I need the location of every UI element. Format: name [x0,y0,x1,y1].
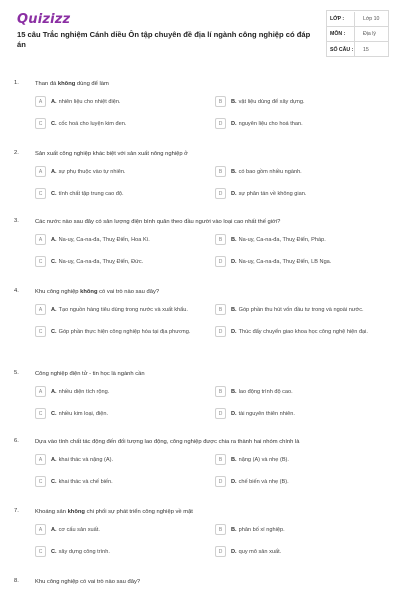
option-b[interactable] [215,304,389,315]
question-number: 1. [14,80,19,86]
option-text: cốc hoá cho luyện kim đen. [58,121,127,127]
option-d[interactable] [215,326,389,337]
option-d[interactable] [215,256,389,267]
question-number: 7. [14,508,19,514]
option-label: B. [231,99,237,105]
question-text-part: dùng để làm [75,81,109,87]
question-emphasis: không [80,289,98,295]
question-emphasis: không [67,509,85,515]
option-text: nhiên liệu cho nhiệt điện. [58,99,121,105]
option-letter-box[interactable]: D [215,408,226,419]
option-label: C. [51,329,57,335]
option-label: D. [231,479,237,485]
option-label: A. [51,169,57,175]
option-label: B. [231,307,237,313]
option-text: Tạo nguồn hàng tiêu dùng trong nước và xuất khẩu. [58,307,188,313]
option-label: D. [231,549,237,555]
option-letter-box[interactable]: C [35,256,46,267]
option-text: nặng (A) và nhẹ (B). [238,457,289,463]
meta-row-subject [326,27,389,42]
option-text: tính chất tập trung cao độ. [58,191,124,197]
question-number: 3. [14,218,19,224]
question-text-part: Các nước nào sau đây có sản lượng điện bình quân theo đầu người vào loại cao nhất thế giới? [35,219,281,225]
meta-value: Địa lý [354,27,389,41]
option-c[interactable] [35,408,209,419]
option-letter-box[interactable]: B [215,454,226,465]
question-text [35,578,385,586]
option-letter-box[interactable]: D [215,476,226,487]
option-letter-box[interactable]: A [35,234,46,245]
option-text: sự phụ thuộc vào tự nhiên. [58,169,126,175]
option-letter-box[interactable]: B [215,234,226,245]
option-a[interactable] [35,234,209,245]
option-label: C. [51,549,57,555]
option-c[interactable] [35,476,209,487]
option-letter-box[interactable]: B [215,166,226,177]
option-text: xây dựng công trình. [58,549,110,555]
option-letter-box[interactable]: A [35,166,46,177]
option-letter-box[interactable]: C [35,546,46,557]
question-number: 8. [14,578,19,584]
option-label: A. [51,307,57,313]
meta-table [326,12,389,57]
option-letter-box[interactable]: B [215,386,226,397]
option-text: chế biến và nhẹ (B). [238,479,289,485]
option-text: nguyên liệu cho hoá than. [238,121,303,127]
option-label: A. [51,99,57,105]
option-label: B. [231,457,237,463]
option-letter-box[interactable]: C [35,476,46,487]
option-text: quy mô sản xuất. [238,549,282,555]
option-text: Na-uy, Ca-na-đa, Thuỵ Điển, Hoa Kì. [58,237,150,243]
option-label: A. [51,237,57,243]
option-text: sự phân tán về không gian. [238,191,307,197]
option-text: phân bố xí nghiệp. [238,527,285,533]
option-text: Na-uy, Ca-na-đa, Thuỵ Điển, Pháp. [238,237,326,243]
option-label: A. [51,527,57,533]
option-b[interactable] [215,96,389,107]
question-text-part: Dựa vào tính chất tác động đến đối tượng lao động, công nghiệp được chia ra thành hai nhóm chính là [35,439,300,445]
meta-key: MÔN : [330,31,346,37]
option-c[interactable] [35,256,209,267]
meta-key: SỐ CÂU : [330,46,354,53]
option-d[interactable] [215,188,389,199]
option-d[interactable] [215,546,389,557]
option-letter-box[interactable]: B [215,304,226,315]
option-label: C. [51,479,57,485]
option-text: có bao gồm nhiều ngành. [238,169,302,175]
option-b[interactable] [215,234,389,245]
option-label: D. [231,121,237,127]
meta-value: Lớp 10 [354,12,389,26]
option-label: D. [231,329,237,335]
option-c[interactable] [35,546,209,557]
option-text: Na-uy, Ca-na-đa, Thuỵ Điển, Đức. [58,259,144,265]
quizizz-logo: Quizizz [17,12,71,27]
option-label: B. [231,169,237,175]
option-a[interactable] [35,166,209,177]
option-d[interactable] [215,118,389,129]
question-number: 6. [14,438,19,444]
question-number: 4. [14,288,19,294]
option-label: B. [231,527,237,533]
meta-value: 15 [354,42,389,57]
option-letter-box[interactable]: A [35,524,46,535]
question-text [35,150,385,158]
option-text: vật liệu dùng để xây dựng. [238,99,305,105]
option-d[interactable] [215,476,389,487]
option-label: A. [51,457,57,463]
option-label: D. [231,259,237,265]
option-letter-box[interactable]: C [35,118,46,129]
question-text [35,80,385,88]
option-d[interactable] [215,408,389,419]
option-text: Góp phần thực hiện công nghiệp hóa tại địa phương. [58,329,191,335]
option-letter-box[interactable]: D [215,188,226,199]
option-letter-box[interactable]: A [35,304,46,315]
option-a[interactable] [35,524,209,535]
option-letter-box[interactable]: B [215,96,226,107]
question-text-part: Sản xuất công nghiệp khác biệt với sản xuất nông nghiệp ở [35,151,188,157]
question-text-part: Than đá [35,81,58,87]
meta-row-count [326,42,389,57]
question-text-part: Khu công nghiệp [35,289,81,295]
option-label: B. [231,389,237,395]
option-a[interactable] [35,96,209,107]
option-letter-box[interactable]: D [215,118,226,129]
option-text: cơ cấu sản xuất. [58,527,100,533]
question-text-part: Khoáng sản [35,509,68,515]
question-text-part: có vai trò nào sau đây? [97,289,160,295]
meta-key: LỚP : [330,16,345,22]
option-text: nhiều diện tích rộng. [58,389,110,395]
option-text: lao động trình độ cao. [238,389,293,395]
option-a[interactable] [35,454,209,465]
option-letter-box[interactable]: A [35,96,46,107]
option-a[interactable] [35,386,209,397]
document-title: 15 câu Trắc nghiệm Cánh diều Ôn tập chuyên đề địa lí ngành công nghiệp có đáp án [17,30,311,49]
option-label: C. [51,411,57,417]
option-letter-box[interactable]: C [35,326,46,337]
question-text-part: chi phối sự phát triển công nghiệp về mặt [84,509,193,515]
option-c[interactable] [35,118,209,129]
question-text [35,370,385,378]
option-label: B. [231,237,237,243]
option-b[interactable] [215,454,389,465]
option-label: A. [51,389,57,395]
option-b[interactable] [215,386,389,397]
question-emphasis: không [57,81,76,87]
question-text [35,218,385,226]
question-number: 2. [14,150,19,156]
option-letter-box[interactable]: A [35,454,46,465]
option-text: Góp phần thu hút vốn đầu tư trong và ngoài nước. [238,307,364,313]
option-letter-box[interactable]: C [35,188,46,199]
option-label: D. [231,191,237,197]
question-number: 5. [14,370,19,376]
option-a[interactable] [35,304,209,315]
option-letter-box[interactable]: D [215,326,226,337]
option-text: Na-uy, Ca-na-đa, Thuỵ Điển, LB Nga. [238,259,332,265]
meta-row-class [326,12,389,27]
option-label: C. [51,191,57,197]
question-text-part: Công nghiệp điện tử - tin học là ngành cần [35,371,145,377]
question-text [35,288,385,296]
option-letter-box[interactable]: A [35,386,46,397]
option-text: khai thác và nặng (A). [58,457,114,463]
option-letter-box[interactable]: C [35,408,46,419]
question-text [35,438,385,446]
option-c[interactable] [35,326,209,337]
option-b[interactable] [215,524,389,535]
option-text: nhiều kim loại, điện. [58,411,109,417]
question-text-part: Khu công nghiệp có vai trò nào sau đây? [35,579,141,585]
option-label: C. [51,121,57,127]
option-text: tài nguyên thiên nhiên. [238,411,295,417]
option-b[interactable] [215,166,389,177]
option-text: Thúc đẩy chuyển giao khoa học công nghệ hiện đại. [238,329,368,335]
option-c[interactable] [35,188,209,199]
option-letter-box[interactable]: D [215,546,226,557]
option-label: D. [231,411,237,417]
option-letter-box[interactable]: D [215,256,226,267]
question-text [35,508,385,516]
option-label: C. [51,259,57,265]
document-header [0,0,400,70]
option-letter-box[interactable]: B [215,524,226,535]
option-text: khai thác và chế biến. [58,479,113,485]
